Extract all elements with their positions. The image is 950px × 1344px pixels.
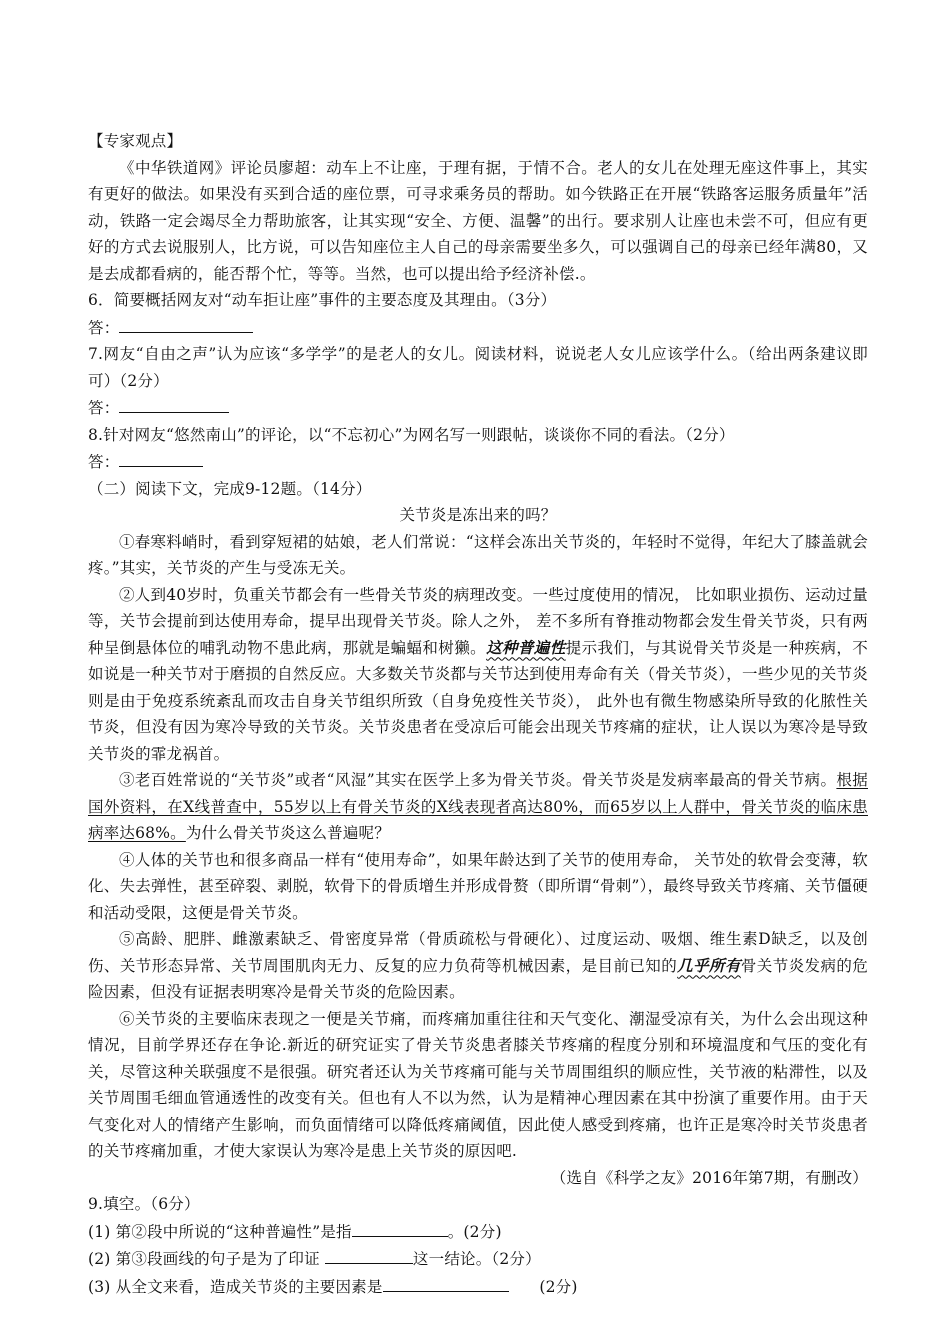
paragraph-text: 提示我们，与其说骨关节炎是一种疾病，不如说是一种关节对于磨损的自然反应。大多数关节炎都与关节达到使用寿命有关（骨关节炎），一些少见的关节炎则是由于免疫系统紊乱而攻击自身关节组织所致（自身免疫性关节炎）， 此外也有微生物感染所导致的化脓性关节炎，但没有因为寒冷导致的关节炎。关节炎患者在受凉后可能会出现关节疼痛的症状，让人误以为寒冷是导致关节炎的霏龙祸首。 (88, 638, 868, 763)
paragraph-text: ⑤高龄、肥胖、雌激素缺乏、骨密度异常（骨质疏松与骨硬化）、过度运动、吸烟、维生素D缺乏，以及创伤、关节形态异常、关节周围肌肉无力、反复的应力负荷等机械因素，是目前已知的 (88, 930, 868, 975)
item-text: (2) 第③段画线的句子是为了印证 (88, 1250, 325, 1268)
article-paragraph-5 (88, 926, 868, 1006)
paragraph-text: ②人到40岁时，负重关节都会有一些骨关节炎的病理改变。一些过度使用的情况， 比如职业损伤、运动过量等，关节会提前到达使用寿命，提早出现骨关节炎。除人之外， 差不多所有脊推动物都会发生骨关节炎，只有两种呈倒悬体位的哺乳动物不患此病，那就是蝙蝠和树獭。 (88, 585, 868, 657)
expert-heading: 【专家观点】 (88, 132, 183, 150)
item-text: (2分) (508, 1277, 578, 1296)
question-9-title: 9.填空。（6分） (88, 1195, 200, 1213)
item-text: 这一结论。（2分） (412, 1250, 541, 1268)
paragraph-text: ③老百姓常说的“关节炎”或者“风湿”其实在医学上多为骨关节炎。骨关节炎是发病率最高的骨关节病。 (119, 771, 837, 789)
section2-intro: （二）阅读下文，完成9-12题。（14分） (88, 479, 372, 498)
answer-line-6 (88, 314, 868, 342)
article-paragraph-2 (88, 582, 868, 768)
expert-paragraph: 《中华铁道网》评论员廖超：动车上不让座，于理有据，于情不合。老人的女儿在处理无座这件事上，其实有更好的做法。如果没有买到合适的座位票，可寻求乘务员的帮助。如今铁路正在开展“铁路客运服务质量年”活动，铁路一定会竭尽全力帮助旅客，让其实现“安全、方便、温馨”的出行。要求别人让座也未尝不可，但应有更好的方式去说服别人，比方说，可以告知座位主人自己的母亲需要坐多久，可以强调自己的母亲已经年满80，又是去成都看病的，能否帮个忙，等等。当然，也可以提出给予经济补偿.。 (88, 158, 868, 283)
question-8: 8.针对网友“悠然南山”的评论，以“不忘初心”为网名写一则跟帖，谈谈你不同的看法。（2分） (88, 425, 735, 444)
article-paragraph-1: ①春寒料峭时，看到穿短裙的姑娘，老人们常说：“这样会冻出关节炎的，年轻时不觉得，年纪大了膝盖就会疼。”其实，关节炎的产生与受冻无关。 (88, 532, 868, 577)
paragraph-text: 骨关节炎发病的危险因素，但没有证据表明寒冷是骨关节炎的危险因素。 (88, 956, 869, 1001)
exam-page (88, 128, 868, 1300)
answer-label: 答： (88, 318, 120, 337)
question-9-item-2 (88, 1245, 868, 1273)
question-7: 7.网友“自由之声”认为应该“多学学”的是老人的女儿。阅读材料，说说老人女儿应该学什么。（给出两条建议即可）（2分） (88, 345, 868, 390)
emphasized-phrase: 几乎所有 (677, 955, 741, 975)
article-title: 关节炎是冻出来的吗？ (399, 506, 557, 524)
question-9-item-1 (88, 1218, 868, 1246)
article-paragraph-4: ④人体的关节也和很多商品一样有“使用寿命”，如果年龄达到了关节的使用寿命， 关节处的软骨会变薄，软化、失去弹性，甚至碎裂、剥脱，软骨下的骨质增生并形成骨赘（即所谓“骨刺”），最终导致关节疼痛、关节僵硬和活动受限，这便是骨关节炎。 (88, 850, 868, 922)
fill-blank[interactable] (325, 1245, 413, 1264)
paragraph-text: 为什么骨关节炎这么普遍呢？ (185, 824, 390, 842)
answer-blank[interactable] (119, 448, 203, 467)
article-paragraph-3 (88, 767, 868, 847)
item-text: (3) 从全文来看，造成关节炎的主要因素是 (88, 1277, 383, 1296)
emphasized-phrase: 这种普遍性 (486, 637, 566, 657)
answer-line-8 (88, 448, 868, 476)
answer-line-7 (88, 394, 868, 422)
item-text: 。(2分) (447, 1222, 502, 1241)
underlined-sentence: 根据国外资料，在X线普查中，55岁以上有骨关节炎的X线表现者高达80%，而65岁以上人群中，骨关节炎的临床患病率达68%。 (88, 771, 868, 842)
question-9-item-3 (88, 1273, 868, 1301)
item-text: (1) 第②段中所说的“这种普遍性”是指 (88, 1222, 352, 1241)
fill-blank[interactable] (383, 1273, 509, 1292)
answer-label: 答： (88, 399, 120, 417)
question-6: 6．简要概括网友对“动车拒让座”事件的主要态度及其理由。（3分） (88, 291, 557, 309)
article-paragraph-6: ⑥关节炎的主要临床表现之一便是关节痛，而疼痛加重往往和天气变化、潮湿受凉有关，为什么会出现这种情况，目前学界还存在争论.新近的研究证实了骨关节炎患者膝关节疼痛的程度分别和环境温度和气压的变化有关，尽管这种关联强度不是很强。研究者还认为关节疼痛可能与关节周围组织的顺应性，关节液的粘滞性，以及关节周围毛细血管通透性的改变有关。但也有人不以为然，认为是精神心理因素在其中扮演了重要作用。由于天气变化对人的情绪产生影响，而负面情绪可以降低疼痛阈值，因此使人感受到疼痛，也许正是寒冷时关节炎患者的关节疼痛加重，才使大家误认为寒冷是患上关节炎的原因吧. (88, 1009, 868, 1160)
answer-blank[interactable] (119, 314, 253, 333)
article-source: （选自《科学之友》2016年第7期，有删改） (550, 1168, 868, 1187)
answer-blank[interactable] (119, 394, 229, 413)
answer-label: 答： (88, 453, 120, 471)
fill-blank[interactable] (352, 1218, 448, 1237)
